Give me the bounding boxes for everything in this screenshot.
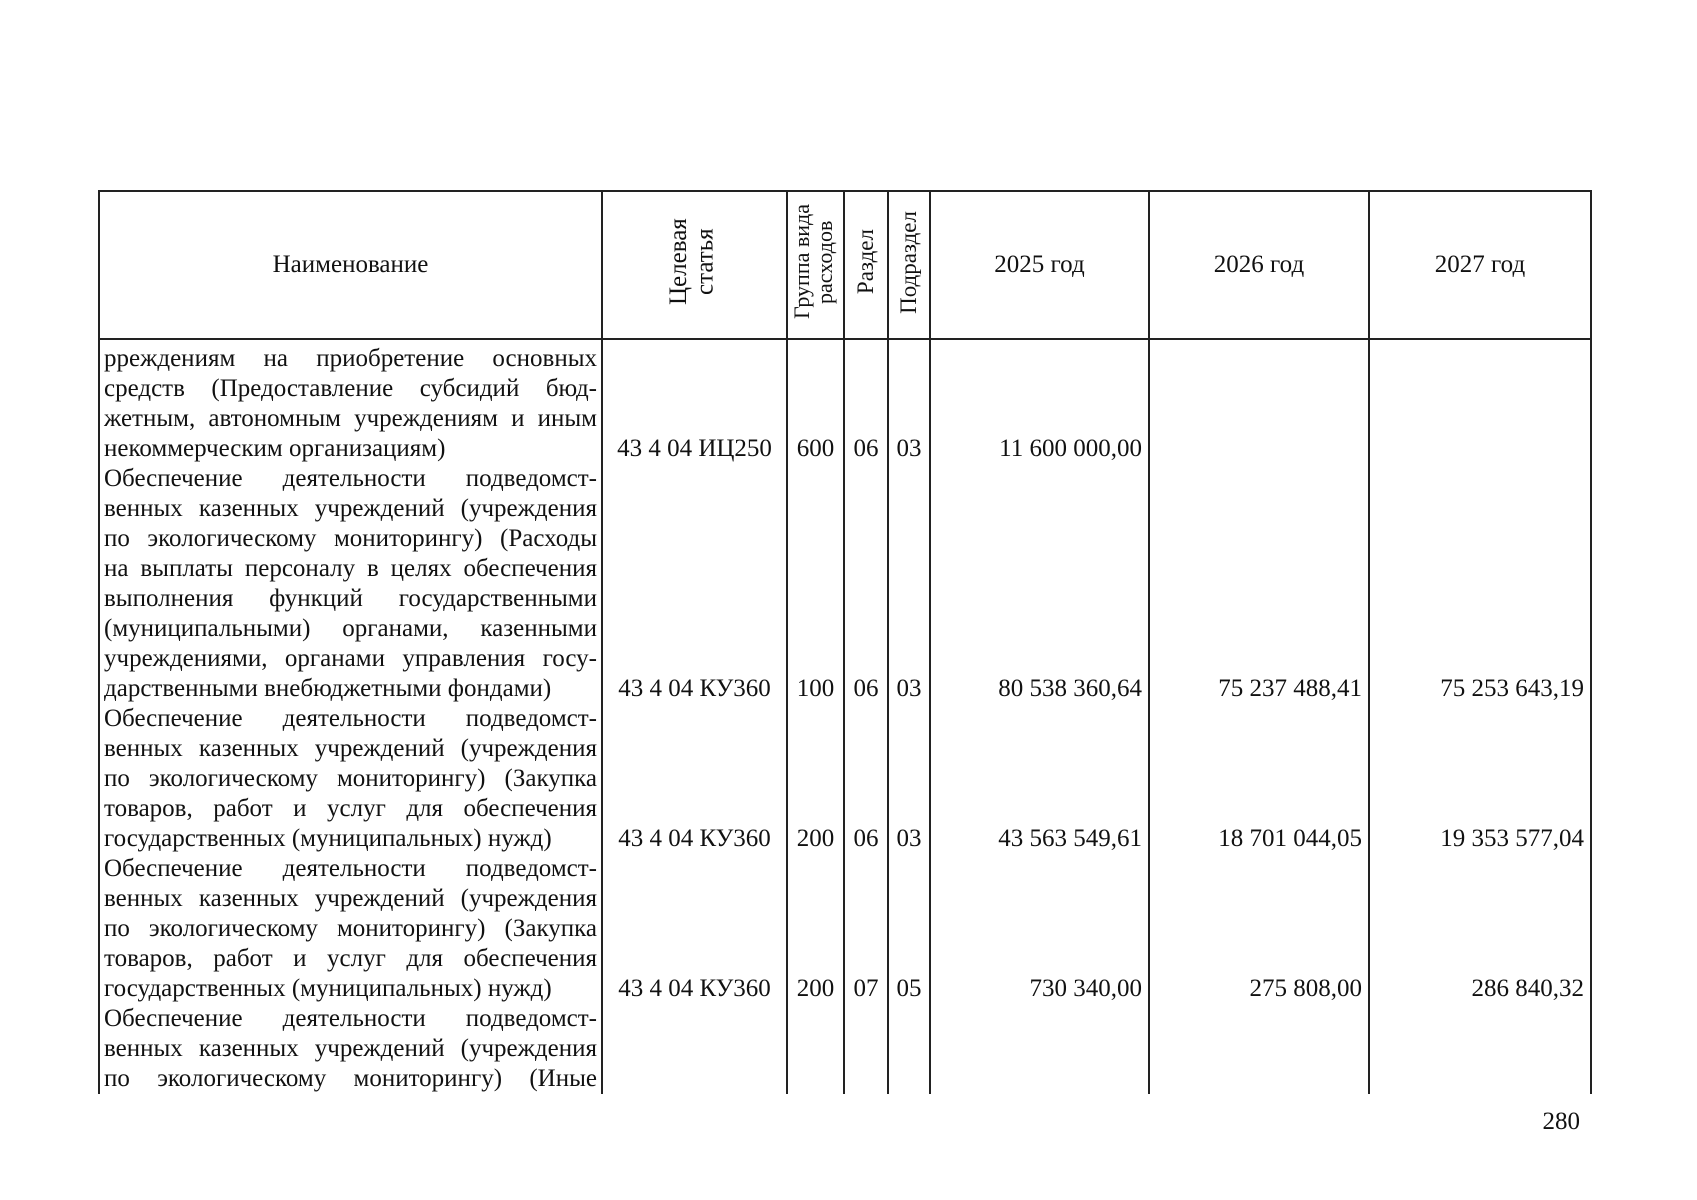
name-line: (муниципальными) органами, казенными [104,615,597,642]
target-column [602,339,787,1094]
target-value: 43 4 04 КУ360 [618,825,771,852]
name-line: Обеспечение деятельности подведомст- [104,705,597,732]
group-value: 100 [796,675,835,702]
section-column [844,339,888,1094]
group-value: 600 [796,435,835,462]
name-line: государственных (муниципальных) нужд) [104,975,552,1002]
row-name-0 [104,344,597,1094]
subsection-value: 03 [896,825,922,852]
name-line: некоммерческим организациям) [104,435,446,462]
y2025-value: 730 340,00 [1029,975,1142,1002]
section-value: 06 [853,435,879,462]
name-line: Обеспечение деятельности подведомст- [104,465,597,492]
name-line: Обеспечение деятельности подведомст- [104,855,597,882]
header-name: Наименование [99,191,602,339]
name-line: по экологическому мониторингу) (Закупка [104,765,597,792]
y2027-column [1369,339,1591,1094]
header-target [602,191,787,339]
header-group [787,191,844,339]
name-line: венных казенных учреждений (учреждения [104,885,597,912]
name-line: на выплаты персоналу в целях обеспечения [104,555,597,582]
name-line: государственных (муниципальных) нужд) [104,825,552,852]
y2027-value: 286 840,32 [1471,975,1584,1002]
section-value: 07 [853,975,879,1002]
name-line: по экологическому мониторингу) (Расходы [104,525,597,552]
y2025-value: 43 563 549,61 [998,825,1142,852]
subsection-value: 05 [896,975,922,1002]
target-value: 43 4 04 КУ360 [618,675,771,702]
header-group-label: Группа вида расходов [788,204,837,320]
name-line: по экологическому мониторингу) (Закупка [104,915,597,942]
header-subsection [888,191,930,339]
section-value: 06 [853,675,879,702]
name-line: венных казенных учреждений (учреждения [104,735,597,762]
name-line: рреждениям на приобретение основных [104,345,597,372]
name-line: венных казенных учреждений (учреждения [104,495,597,522]
y2025-column [930,339,1149,1094]
name-line: дарственными внебюджетными фондами) [104,675,552,702]
y2026-value: 18 701 044,05 [1218,825,1362,852]
group-column [787,339,844,1094]
header-target-label: Целевая статья [664,218,718,305]
header-row [99,191,1591,339]
header-2026: 2026 год [1149,191,1369,339]
y2025-value: 11 600 000,00 [999,435,1142,462]
y2027-value: 19 353 577,04 [1440,825,1584,852]
subsection-column [888,339,930,1094]
name-line: жетным, автономным учреждениям и иным [104,405,597,432]
name-line: товаров, работ и услуг для обеспечения [104,945,597,972]
y2026-value: 275 808,00 [1249,975,1362,1002]
header-section [844,191,888,339]
name-column [99,339,602,1094]
header-2025: 2025 год [930,191,1149,339]
name-line: выполнения функций государственными [104,585,597,612]
name-line: учреждениями, органами управления госу- [104,645,597,672]
name-line: венных казенных учреждений (учреждения [104,1035,597,1062]
name-line: средств (Предоставление субсидий бюд- [104,375,597,402]
y2026-value: 75 237 488,41 [1218,675,1362,702]
name-line: по экологическому мониторингу) (Иные [104,1065,597,1092]
section-value: 06 [853,825,879,852]
name-line: товаров, работ и услуг для обеспечения [104,795,597,822]
body-row [99,339,1591,1094]
subsection-value: 03 [896,435,922,462]
y2026-column [1149,339,1369,1094]
header-2027: 2027 год [1369,191,1591,339]
target-value: 43 4 04 ИЦ250 [617,435,772,462]
header-section-label: Раздел [852,229,878,295]
page-number: 280 [1542,1108,1580,1135]
group-value: 200 [796,975,835,1002]
header-subsection-label: Подраздел [895,210,921,314]
group-value: 200 [796,825,835,852]
y2025-value: 80 538 360,64 [998,675,1142,702]
target-value: 43 4 04 КУ360 [618,975,771,1002]
budget-table [98,190,1592,1094]
y2027-value: 75 253 643,19 [1440,675,1584,702]
name-line: Обеспечение деятельности подведомст- [104,1005,597,1032]
subsection-value: 03 [896,675,922,702]
